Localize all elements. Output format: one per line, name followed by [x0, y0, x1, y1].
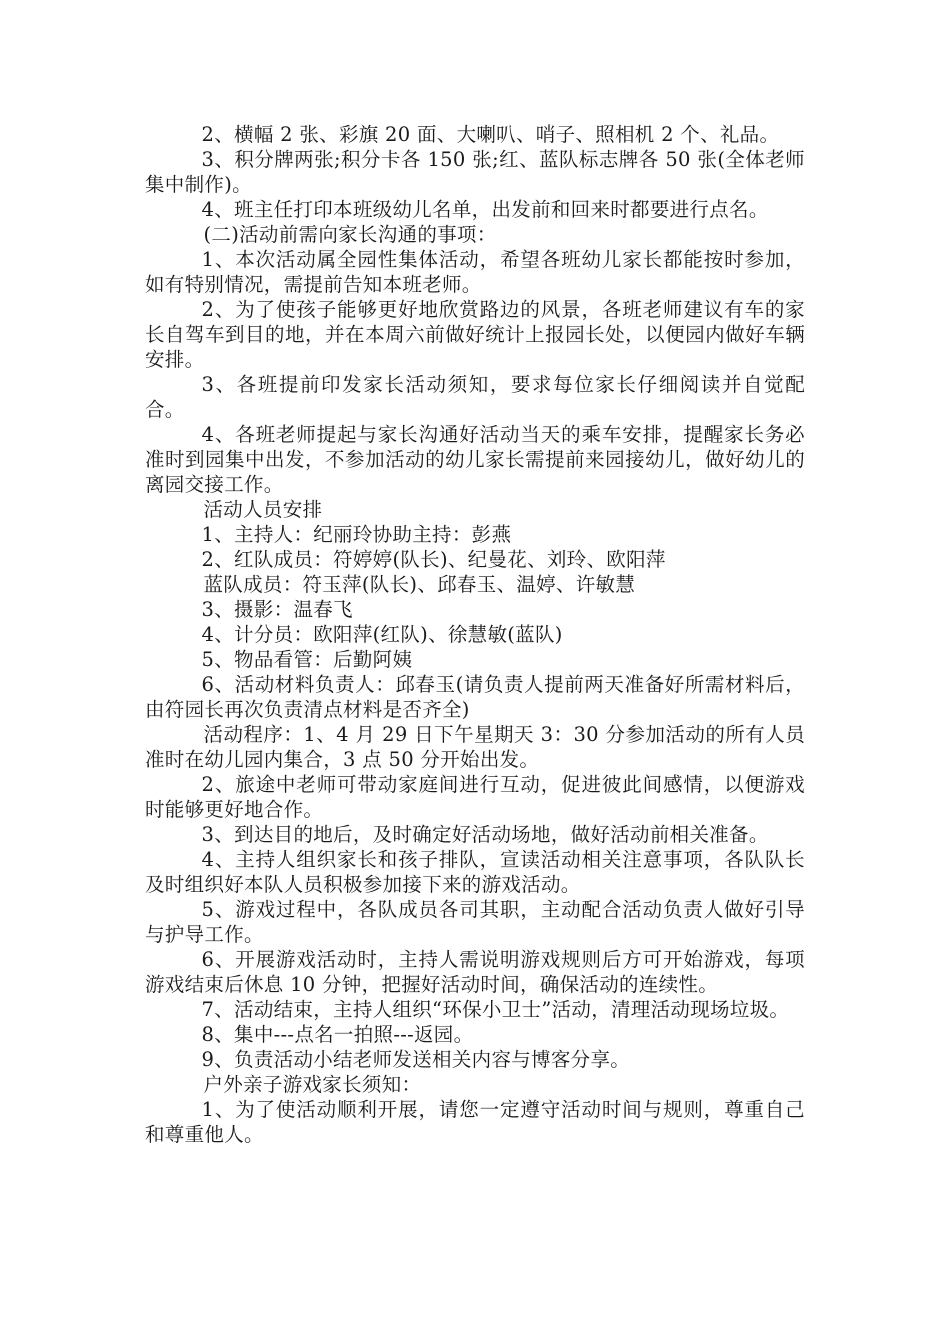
paragraph: 4、计分员：欧阳萍(红队)、徐慧敏(蓝队) [201, 623, 563, 646]
paragraph: 7、活动结束，主持人组织“环保小卫士”活动，清理活动现场垃圾。 [201, 998, 790, 1021]
paragraph: 3、到达目的地后，及时确定好活动场地，做好活动前相关准备。 [201, 823, 769, 846]
paragraph: 8、集中---点名一拍照---返园。 [201, 1023, 474, 1046]
paragraph: 4、主持人组织家长和孩子排队，宣读活动相关注意事项，各队队长及时组织好本队人员积极参加接下来的游戏活动。 [145, 848, 805, 896]
paragraph: 1、本次活动属全园性集体活动，希望各班幼儿家长都能按时参加，如有特别情况，需提前告知本班老师。 [145, 248, 805, 296]
paragraph: 4、各班老师提起与家长沟通好活动当天的乘车安排，提醒家长务必准时到园集中出发，不参加活动的幼儿家长需提前来园接幼儿，做好幼儿的离园交接工作。 [145, 423, 805, 496]
paragraph: 6、开展游戏活动时，主持人需说明游戏规则后方可开始游戏，每项游戏结束后休息 10 分钟，把握好活动时间，确保活动的连续性。 [145, 948, 805, 996]
paragraph: 2、红队成员：符婷婷(队长)、纪曼花、刘玲、欧阳萍 [201, 548, 666, 571]
paragraph: 3、摄影：温春飞 [201, 598, 353, 621]
paragraph: 5、游戏过程中，各队成员各司其职，主动配合活动负责人做好引导与护导工作。 [145, 898, 805, 946]
paragraph: 6、活动材料负责人：邱春玉(请负责人提前两天准备好所需材料后，由符园长再次负责清点材料是否齐全) [145, 673, 805, 721]
paragraph: 2、旅途中老师可带动家庭间进行互动，促进彼此间感情，以便游戏时能够更好地合作。 [145, 773, 805, 821]
document-body [145, 122, 805, 1147]
section-heading: 户外亲子游戏家长须知： [203, 1073, 422, 1096]
paragraph: 9、负责活动小结老师发送相关内容与博客分享。 [201, 1048, 631, 1071]
paragraph: 3、积分牌两张;积分卡各 150 张;红、蓝队标志牌各 50 张(全体老师集中制作)。 [145, 148, 805, 196]
paragraph: 1、主持人：纪丽玲协助主持：彭燕 [201, 523, 512, 546]
section-heading: 活动程序：1、4 月 29 日下午星期天 3：30 分参加活动的所有人员准时在幼儿园内集合，3 点 50 分开始出发。 [145, 723, 805, 771]
paragraph: 蓝队成员：符玉萍(队长)、邱春玉、温婷、许敏慧 [203, 573, 636, 596]
paragraph: 1、为了使活动顺利开展，请您一定遵守活动时间与规则，尊重自己和尊重他人。 [145, 1098, 805, 1146]
paragraph: 2、横幅 2 张、彩旗 20 面、大喇叭、哨子、照相机 2 个、礼品。 [201, 123, 780, 146]
paragraph: 5、物品看管：后勤阿姨 [201, 648, 413, 671]
section-heading: (二)活动前需向家长沟通的事项： [203, 223, 497, 246]
paragraph: 4、班主任打印本班级幼儿名单，出发前和回来时都要进行点名。 [201, 198, 769, 221]
paragraph: 3、各班提前印发家长活动须知，要求每位家长仔细阅读并自觉配合。 [145, 373, 805, 421]
section-heading: 活动人员安排 [203, 498, 323, 521]
paragraph: 2、为了使孩子能够更好地欣赏路边的风景，各班老师建议有车的家长自驾车到目的地，并在本周六前做好统计上报园长处，以便园内做好车辆安排。 [145, 298, 805, 371]
